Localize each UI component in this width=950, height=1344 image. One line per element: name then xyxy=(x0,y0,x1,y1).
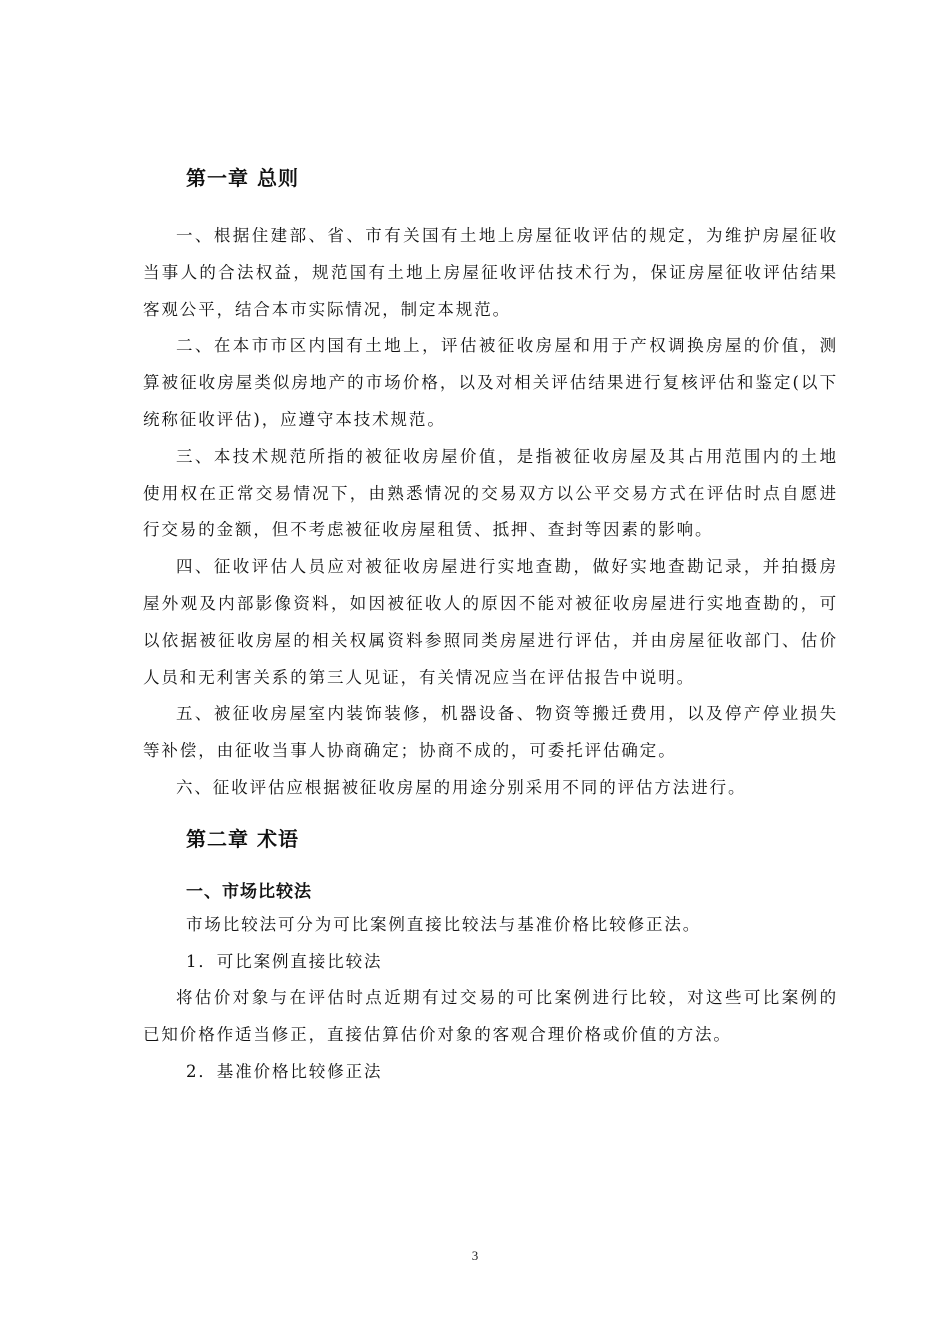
paragraph-1: 一、根据住建部、省、市有关国有土地上房屋征收评估的规定，为维护房屋征收当事人的合法权益，规范国有土地上房屋征收评估技术行为，保证房屋征收评估结果客观公平，结合本市实际情况，制定本规范。 xyxy=(143,226,838,319)
section-intro: 市场比较法可分为可比案例直接比较法与基准价格比较修正法。 xyxy=(186,914,702,934)
item-2-title: 2．基准价格比较修正法 xyxy=(186,1061,383,1081)
paragraph-6: 六、征收评估应根据被征收房屋的用途分别采用不同的评估方法进行。 xyxy=(176,777,747,797)
paragraph-5: 五、被征收房屋室内装饰装修，机器设备、物资等搬迁费用，以及停产停业损失等补偿，由征收当事人协商确定；协商不成的，可委托评估确定。 xyxy=(143,704,838,761)
paragraph-4: 四、征收评估人员应对被征收房屋进行实地查勘，做好实地查勘记录，并拍摄房屋外观及内部影像资料，如因被征收人的原因不能对被征收房屋进行实地查勘的，可以依据被征收房屋的相关权属资料参照同类房屋进行评估，并由房屋征收部门、估价人员和无利害关系的第三人见证，有关情况应当在评估报告中说明。 xyxy=(143,557,838,687)
paragraph-3: 三、本技术规范所指的被征收房屋价值，是指被征收房屋及其占用范围内的土地使用权在正常交易情况下，由熟悉情况的交易双方以公平交易方式在评估时点自愿进行交易的金额，但不考虑被征收房屋租赁、抵押、查封等因素的影响。 xyxy=(143,446,838,540)
document-body xyxy=(143,160,838,1091)
chapter-2-title: 第二章 术语 xyxy=(186,826,299,851)
page-number: 3 xyxy=(471,1248,479,1263)
item-1-title: 1．可比案例直接比较法 xyxy=(186,951,383,971)
paragraph-2: 二、在本市市区内国有土地上，评估被征收房屋和用于产权调换房屋的价值，测算被征收房屋类似房地产的市场价格，以及对相关评估结果进行复核评估和鉴定(以下统称征收评估)，应遵守本技术规范。 xyxy=(143,336,838,429)
chapter-1-title: 第一章 总则 xyxy=(186,166,299,190)
section-heading-market-comparison: 一、市场比较法 xyxy=(186,881,312,902)
item-1-text: 将估价对象与在评估时点近期有过交易的可比案例进行比较，对这些可比案例的已知价格作适当修正，直接估算估价对象的客观合理价格或价值的方法。 xyxy=(143,988,838,1045)
